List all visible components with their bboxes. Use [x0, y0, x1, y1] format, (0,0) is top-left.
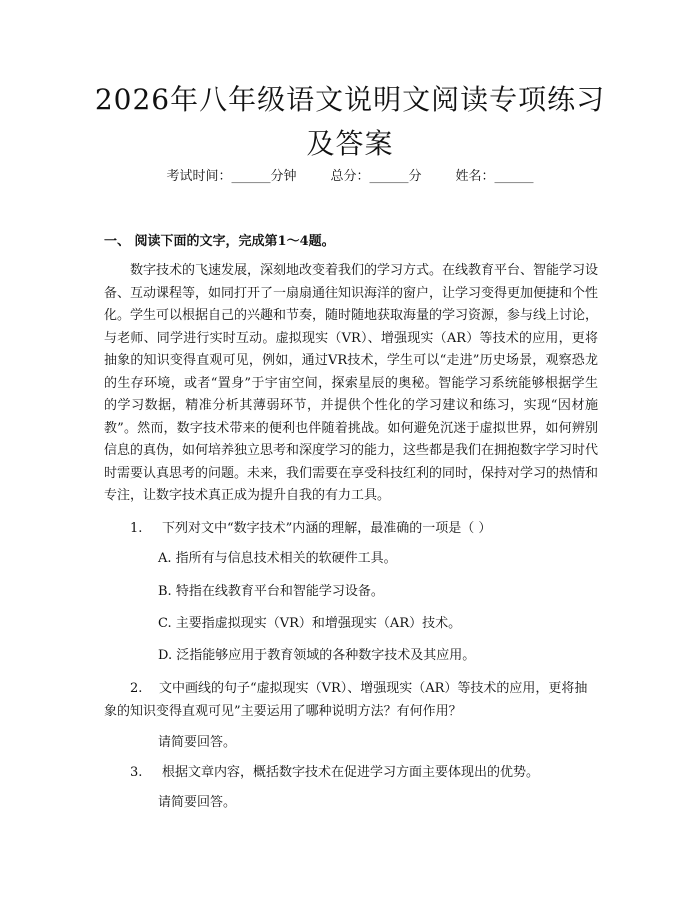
reading-passage: 数字技术的飞速发展，深刻地改变着我们的学习方式。在线教育平台、智能学习设备、互动课程等，如同打开了一扇扇通往知识海洋的窗户，让学习变得更加便捷和个性化。学生可以根据自己的兴趣和节奏，随时随地获取海量的学习资源，参与线上讨论，与老师、同学进行实时互动。虚拟现实（VR）、增强现实（AR）等技术的应用，更将抽象的知识变得直观可见，例如，通过VR技术，学生可以“走进”历史场景，观察恐龙的生存环境，或者“置身”于宇宙空间，探索星辰的奥秘。智能学习系统能够根据学生的学习数据，精准分析其薄弱环节，并提供个性化的学习建议和练习，实现“因材施教”。然而，数字技术带来的便利也伴随着挑战。如何避免沉迷于虚拟世界，如何辨别信息的真伪，如何培养独立思考和深度学习的能力，这些都是我们在拥抱数字学习时代时需要认真思考的问题。未来，我们需要在享受科技红利的同时，保持对学习的热情和专注，让数字技术真正成为提升自我的有力工具。 [104, 263, 599, 503]
total-score-field: 总分：______分 [330, 169, 422, 184]
question-text: 下列对文中“数字技术”内涵的理解，最准确的一项是（ ） [162, 521, 492, 536]
option-c: C. 主要指虚拟现实（VR）和增强现实（AR）技术。 [158, 616, 462, 631]
question-number: 2. [130, 681, 143, 696]
answer-hint: 请简要回答。 [158, 735, 237, 750]
question-1 [104, 518, 598, 541]
option-b: B. 特指在线教育平台和智能学习设备。 [158, 584, 384, 599]
question-text: 根据文章内容，概括数字技术在促进学习方面主要体现出的优势。 [162, 765, 540, 780]
option-a: A. 指所有与信息技术相关的软硬件工具。 [158, 551, 397, 566]
section-heading: 一、 阅读下面的文字，完成第1～4题。 [104, 234, 335, 249]
option-d: D. 泛指能够应用于教育领域的各种数字技术及其应用。 [158, 648, 476, 663]
answer-hint: 请简要回答。 [158, 795, 237, 810]
exam-info-line [0, 167, 700, 187]
student-name-field: 姓名：______ [455, 169, 534, 184]
question-2 [104, 678, 598, 723]
question-number: 3. [130, 765, 143, 780]
document-title: 2026年八年级语文说明文阅读专项练习及答案 [94, 83, 606, 160]
question-text: 文中画线的句子“虚拟现实（VR）、增强现实（AR）等技术的应用，更将抽象的知识变得直观可见”主要运用了哪种说明方法？有何作用？ [104, 681, 588, 719]
question-number: 1. [130, 521, 143, 536]
question-3 [104, 762, 598, 785]
exam-time-field: 考试时间：______分钟 [166, 169, 297, 184]
